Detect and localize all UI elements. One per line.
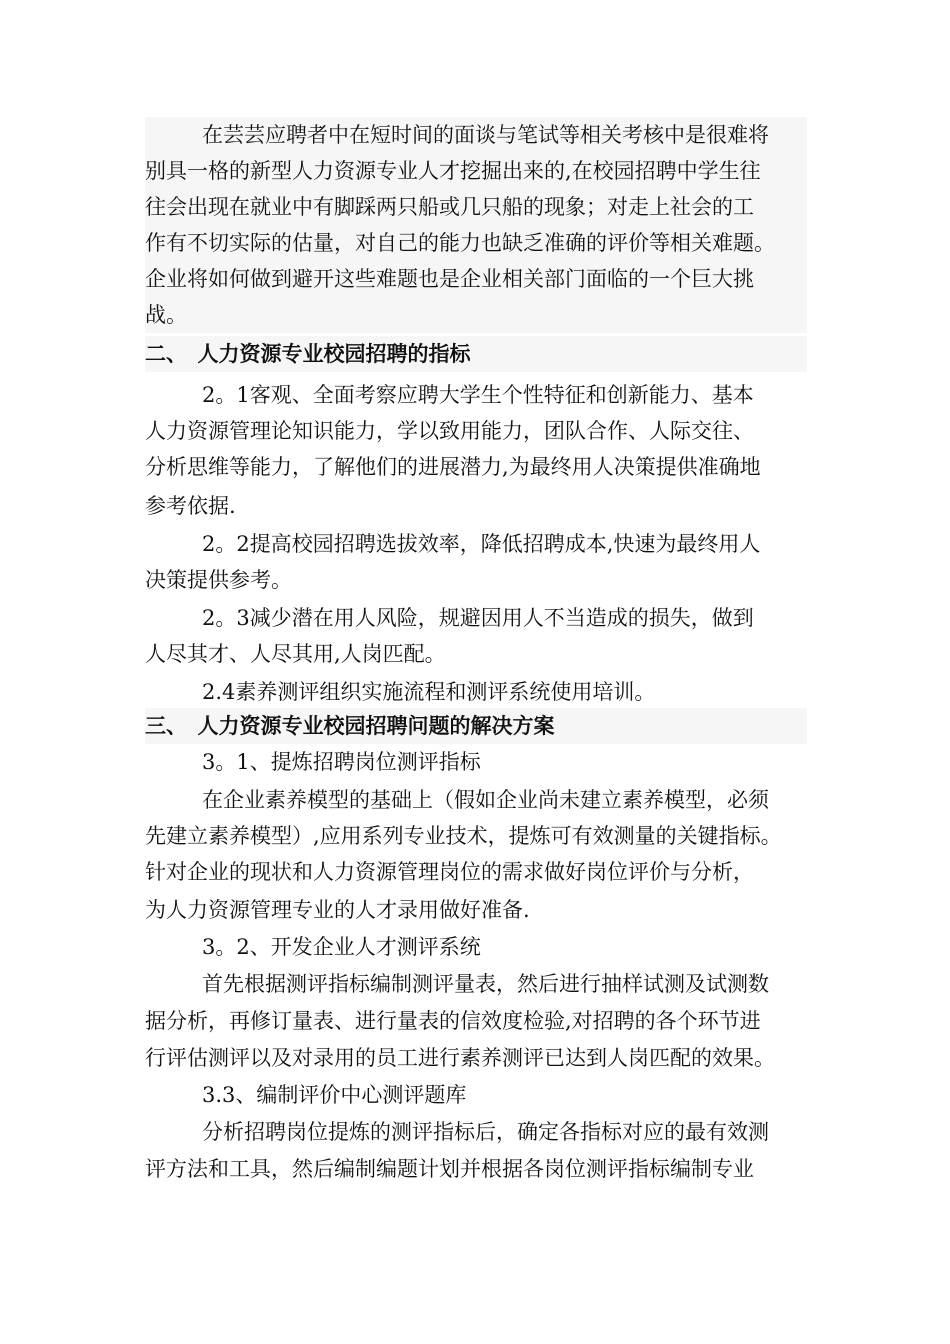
p24-line-1: 2.4素养测评组织实施流程和测评系统使用培训。 bbox=[202, 680, 656, 704]
p32-line-1: 首先根据测评指标编制测评量表，然后进行抽样试测及试测数 bbox=[202, 972, 769, 996]
intro-line-6: 战。 bbox=[145, 297, 807, 333]
subsection-3-1: 3。1、提炼招聘岗位测评指标 bbox=[202, 750, 481, 774]
p33-line-1: 分析招聘岗位提炼的测评指标后，确定各指标对应的最有效测 bbox=[202, 1120, 769, 1144]
p21-line-3: 分析思维等能力，了解他们的进展潜力,为最终用人决策提供准确地 bbox=[145, 455, 761, 479]
p31-line-2: 先建立素养模型）,应用系列专业技术，提炼可有效测量的关键指标。 bbox=[145, 824, 782, 848]
p31-line-1: 在企业素养模型的基础上（假如企业尚未建立素养模型，必须 bbox=[202, 788, 769, 812]
p22-line-1: 2。2提高校园招聘选拔效率，降低招聘成本,快速为最终用人 bbox=[202, 532, 761, 556]
p21-line-2: 人力资源管理论知识能力，学以致用能力，团队合作、人际交往、 bbox=[145, 419, 754, 443]
p21-line-4: 参考依据. bbox=[145, 494, 236, 518]
intro-line-1: 在芸芸应聘者中在短时间的面谈与笔试等相关考核中是很难将 bbox=[145, 117, 807, 153]
subsection-3-2: 3。2、开发企业人才测评系统 bbox=[202, 935, 481, 959]
p32-line-3: 行评估测评以及对录用的员工进行素养测评已达到人岗匹配的效果。 bbox=[145, 1046, 775, 1070]
section-heading-2: 二、 人力资源专业校园招聘的指标 bbox=[145, 336, 807, 372]
p23-line-2: 人尽其才、人尽其用,人岗匹配。 bbox=[145, 642, 446, 666]
intro-line-5: 企业将如何做到避开这些难题也是企业相关部门面临的一个巨大挑 bbox=[145, 261, 807, 297]
intro-line-3: 往会出现在就业中有脚踩两只船或几只船的现象；对走上社会的工 bbox=[145, 189, 807, 225]
subsection-3-3: 3.3、编制评价中心测评题库 bbox=[202, 1083, 467, 1107]
p22-line-2: 决策提供参考。 bbox=[145, 568, 292, 592]
section-heading-3: 三、 人力资源专业校园招聘问题的解决方案 bbox=[145, 708, 807, 744]
intro-line-2: 别具一格的新型人力资源专业人才挖掘出来的,在校园招聘中学生往 bbox=[145, 153, 807, 189]
p31-line-3: 针对企业的现状和人力资源管理岗位的需求做好岗位评价与分析， bbox=[145, 860, 754, 884]
p33-line-2: 评方法和工具，然后编制编题计划并根据各岗位测评指标编制专业 bbox=[145, 1157, 754, 1181]
p23-line-1: 2。3减少潜在用人风险，规避因用人不当造成的损失，做到 bbox=[202, 606, 754, 630]
p21-line-1: 2。1客观、全面考察应聘大学生个性特征和创新能力、基本 bbox=[202, 383, 754, 407]
intro-line-4: 作有不切实际的估量，对自己的能力也缺乏准确的评价等相关难题。 bbox=[145, 225, 807, 261]
p32-line-2: 据分析，再修订量表、进行量表的信效度检验,对招聘的各个环节进 bbox=[145, 1009, 761, 1033]
p31-line-4: 为人力资源管理专业的人才录用做好准备. bbox=[145, 898, 530, 922]
